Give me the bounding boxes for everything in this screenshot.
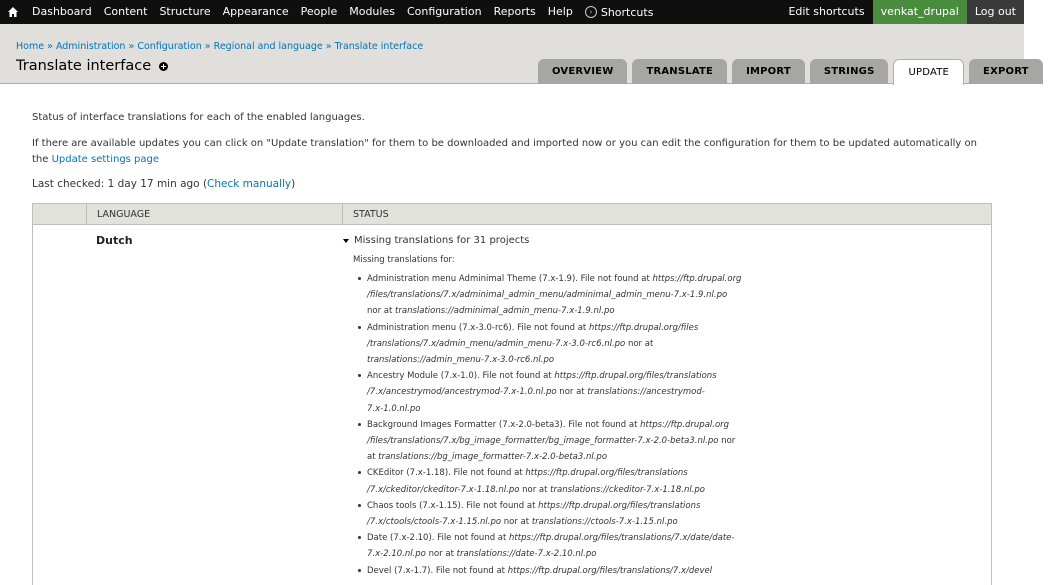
file-path: /7.x/ctools/ctools-7.x-1.15.nl.po (367, 517, 502, 528)
last-checked-prefix: Last checked: 1 day 17 min ago ( (32, 178, 208, 190)
text-segment: CKEditor (7.x-1.18). File not found at (367, 468, 526, 479)
list-item (357, 320, 777, 369)
last-checked-suffix: ) (291, 178, 296, 190)
file-path: translations://admin_menu-7.x-3.0-rc6.nl.po (367, 355, 555, 366)
toolbar-shortcuts[interactable] (579, 0, 660, 24)
list-item-line (367, 482, 777, 498)
list-item-line (367, 449, 777, 465)
last-checked-text (32, 178, 295, 190)
tab-import[interactable]: IMPORT (732, 59, 805, 84)
text-segment: nor (718, 436, 736, 447)
language-name: Dutch (96, 234, 133, 247)
file-path: translations://adminimal_admin_menu-7.x-1.9.nl.po (395, 306, 615, 317)
missing-translations-label: Missing translations for: (353, 255, 455, 265)
file-path: https://ftp.drupal.org/files (588, 322, 699, 333)
list-item-line (367, 563, 777, 579)
breadcrumb-configuration[interactable]: Configuration (137, 41, 202, 52)
list-item (357, 417, 777, 466)
tab-strings[interactable]: STRINGS (810, 59, 889, 84)
tabs (538, 59, 1048, 85)
list-item-line (367, 303, 777, 319)
toolbar-structure[interactable]: Structure (159, 5, 211, 18)
admin-toolbar (0, 0, 1024, 24)
table-header-checkbox-col (33, 204, 87, 224)
breadcrumb-separator: » (204, 41, 211, 52)
page-title (16, 58, 168, 74)
breadcrumb-administration[interactable]: Administration (55, 41, 126, 52)
main-content (32, 112, 992, 190)
list-item-line (367, 498, 777, 514)
text-segment: nor at (501, 517, 532, 528)
update-info-text (32, 136, 992, 168)
toolbar-configuration[interactable]: Configuration (406, 5, 482, 18)
file-path: 7.x-2.10.nl.po (367, 549, 426, 560)
text-segment: Administration menu (7.x-3.0-rc6). File not found at (367, 322, 589, 333)
breadcrumb-separator: » (47, 41, 53, 52)
breadcrumb (16, 41, 423, 52)
list-item (357, 563, 777, 579)
list-item (357, 498, 777, 530)
status-toggle[interactable] (343, 235, 529, 246)
breadcrumb-separator: » (325, 41, 332, 52)
file-path: https://ftp.drupal.org/files/translations (554, 371, 717, 382)
list-item-line (367, 465, 777, 481)
tab-translate[interactable]: TRANSLATE (632, 59, 727, 84)
list-item-line (367, 320, 777, 336)
list-item-line (367, 546, 777, 562)
list-item-line (367, 384, 777, 400)
list-item (357, 271, 777, 320)
toolbar-help[interactable]: Help (547, 5, 573, 18)
chevron-right-icon: › (585, 6, 597, 18)
list-item (357, 368, 777, 417)
add-shortcut-icon[interactable] (159, 62, 168, 71)
page-title-text: Translate interface (16, 58, 152, 74)
text-segment: Ancestry Module (7.x-1.0). File not found at (367, 371, 555, 382)
edit-shortcuts-link[interactable]: Edit shortcuts (788, 5, 865, 18)
list-item-line (367, 287, 777, 303)
list-item (357, 465, 777, 497)
file-path: 7.x-1.0.nl.po (367, 403, 421, 414)
file-path: https://ftp.drupal.org/files/translations (525, 468, 688, 479)
intro-text: Status of interface translations for each of the enabled languages. (32, 112, 365, 123)
list-item-line (367, 368, 777, 384)
table-header-language: LANGUAGE (87, 204, 343, 224)
text-segment: Date (7.x-2.10). File not found at (367, 533, 510, 544)
toolbar-modules[interactable]: Modules (349, 5, 395, 18)
page-header (0, 24, 1029, 84)
list-item-line (367, 401, 777, 417)
breadcrumb-home[interactable]: Home (16, 41, 45, 52)
file-path: translations://ctools-7.x-1.15.nl.po (531, 517, 678, 528)
status-summary: Missing translations for 31 projects (354, 235, 530, 246)
text-segment: at (367, 452, 379, 463)
list-item (357, 530, 777, 562)
update-settings-link-part2: settings page (91, 154, 160, 165)
check-manually-link[interactable]: Check manually (207, 178, 292, 190)
breadcrumb-regional-language[interactable]: Regional and language (213, 41, 323, 52)
update-settings-link[interactable] (52, 154, 159, 165)
file-path: https://ftp.drupal.org (652, 274, 742, 284)
breadcrumb-translate-interface[interactable]: Translate interface (334, 41, 424, 52)
file-path: https://ftp.drupal.org (640, 419, 730, 430)
table-header-status: STATUS (353, 209, 389, 220)
text-segment: nor at (519, 484, 551, 495)
file-path: translations://ckeditor-7.x-1.18.nl.po (550, 484, 705, 495)
file-path: translations://ancestrymod- (587, 387, 705, 398)
update-info-body: If there are available updates you can click on "Update translation" for them to be downloaded and imported now or you can edit the configuration for them to be updated automatically on the (32, 138, 977, 165)
text-segment: Devel (7.x-1.7). File not found at (367, 565, 508, 576)
user-account-link[interactable]: venkat_drupal (873, 0, 967, 24)
list-item-line (367, 514, 777, 530)
home-icon[interactable] (0, 0, 26, 24)
toolbar-reports[interactable]: Reports (493, 5, 536, 18)
tab-update[interactable]: UPDATE (893, 59, 964, 85)
file-path: https://ftp.drupal.org/files/translations/7.x/devel (507, 565, 713, 576)
list-item-line (367, 530, 777, 546)
list-item-line (367, 271, 777, 287)
update-settings-link-part1: Update (51, 154, 88, 165)
breadcrumb-separator: » (128, 41, 135, 52)
file-path: https://ftp.drupal.org/files/translations/7.x/date/date- (509, 533, 735, 544)
file-path: /translations/7.x/admin_menu/admin_menu-7.x-3.0-rc6.nl.po (367, 338, 626, 349)
list-item-line (367, 336, 777, 352)
text-segment: nor at (556, 387, 588, 398)
missing-projects-list (357, 271, 777, 579)
file-path: /files/translations/7.x/adminimal_admin_menu/adminimal_admin_menu-7.x-1.9.nl.po (367, 290, 728, 301)
toolbar-dashboard[interactable]: Dashboard (32, 5, 92, 18)
file-path: translations://bg_image_formatter-7.x-2.0-beta3.nl.po (378, 452, 608, 463)
text-segment: Administration menu Adminimal Theme (7.x-1.9). File not found at (367, 274, 653, 284)
list-item-line (367, 417, 777, 433)
table-row (32, 225, 992, 585)
toolbar-content[interactable]: Content (103, 5, 148, 18)
toolbar-people[interactable]: People (300, 5, 338, 18)
table-header (32, 203, 992, 225)
toolbar-appearance[interactable]: Appearance (222, 5, 289, 18)
list-item-line (367, 433, 777, 449)
text-segment: nor at (367, 306, 396, 317)
tab-export[interactable]: EXPORT (969, 59, 1043, 84)
logout-link[interactable]: Log out (967, 0, 1024, 24)
shortcuts-label: Shortcuts (600, 5, 654, 19)
text-segment: nor at (625, 338, 654, 349)
file-path: /7.x/ancestrymod/ancestrymod-7.x-1.0.nl.po (367, 387, 557, 398)
file-path: https://ftp.drupal.org/files/translations (538, 500, 701, 511)
file-path: /7.x/ckeditor/ckeditor-7.x-1.18.nl.po (367, 484, 520, 495)
file-path: /files/translations/7.x/bg_image_formatter/bg_image_formatter-7.x-2.0-beta3.nl.po (367, 436, 719, 447)
file-path: translations://date-7.x-2.10.nl.po (456, 549, 597, 560)
caret-down-icon (343, 239, 349, 243)
text-segment: nor at (425, 549, 457, 560)
tab-overview[interactable]: OVERVIEW (538, 59, 627, 84)
text-segment: Background Images Formatter (7.x-2.0-beta3). File not found at (367, 419, 641, 430)
translation-status-table (32, 203, 992, 585)
list-item-line (367, 352, 777, 368)
text-segment: Chaos tools (7.x-1.15). File not found at (367, 500, 539, 511)
